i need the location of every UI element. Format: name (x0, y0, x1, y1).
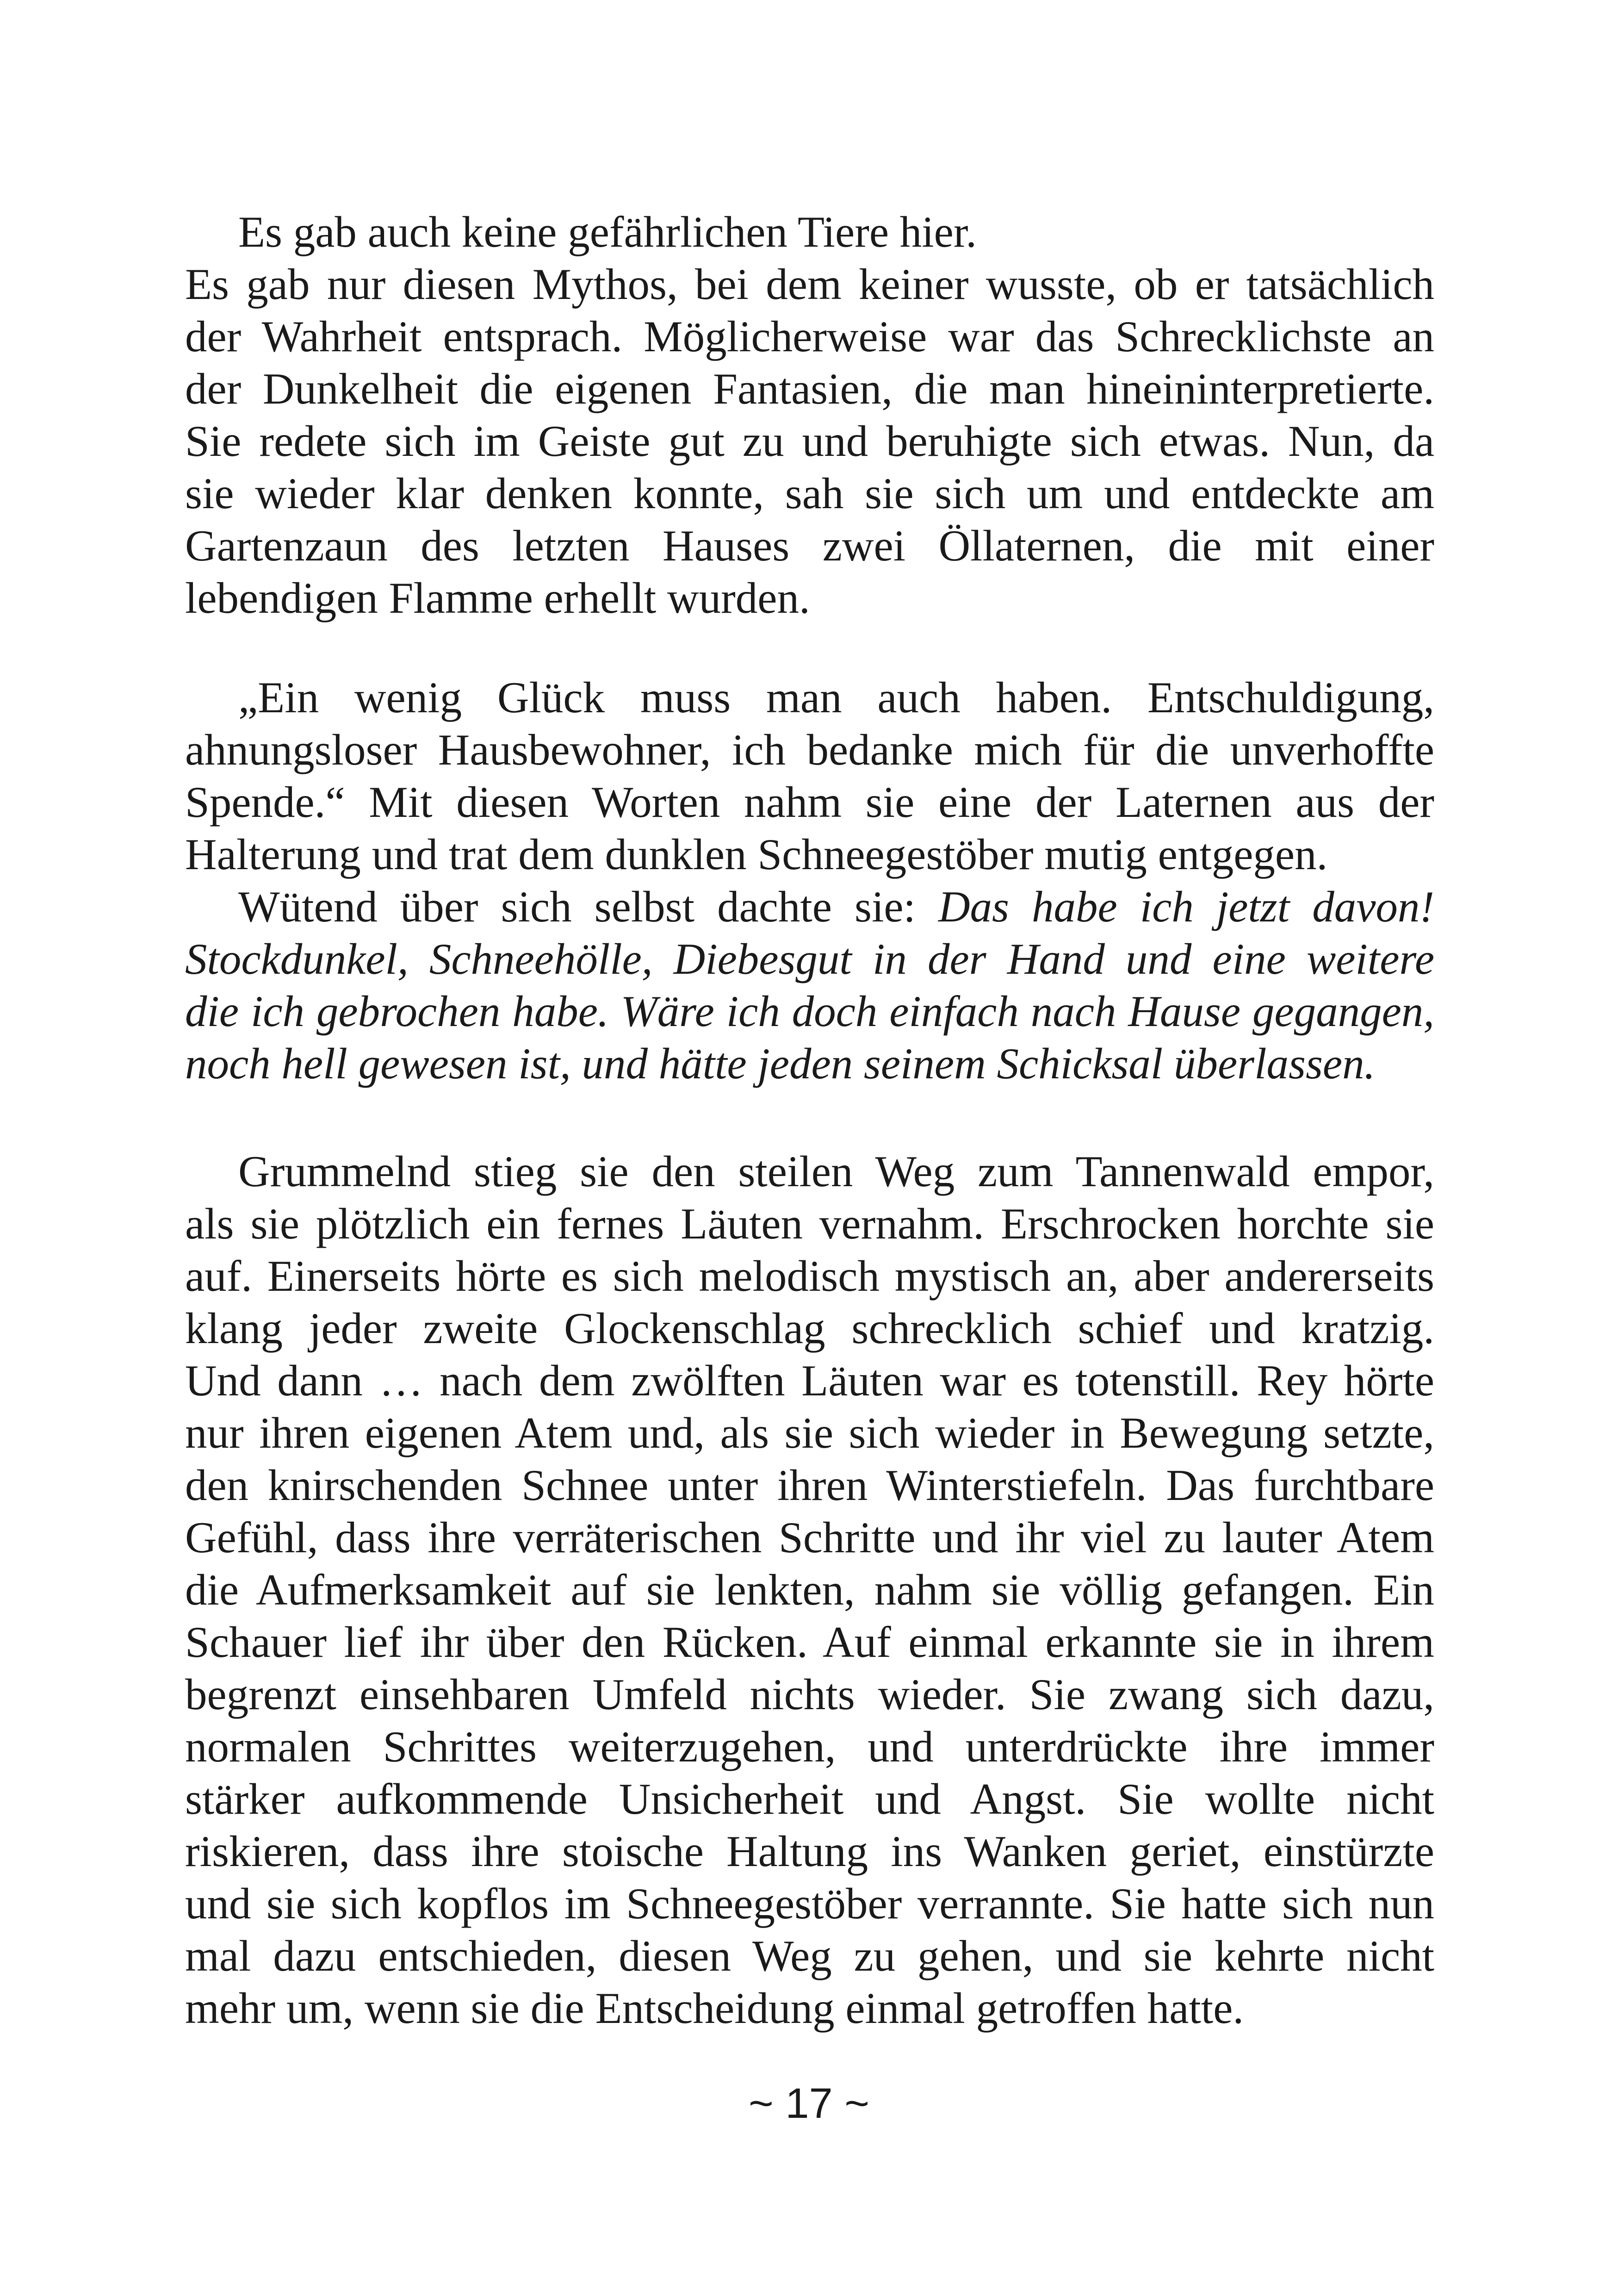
italic-thought-line: noch hell gewesen ist, und hätte jeden seinem Schicksal überlassen. (185, 1039, 1376, 1088)
text-line: lebendigen Flamme erhellt wurden. (185, 573, 810, 622)
text-line: mal dazu entschieden, diesen Weg zu gehen, und sie kehrte nicht (185, 1931, 1434, 1980)
text-line: Spende.“ Mit diesen Worten nahm sie eine der Laternen aus der (185, 778, 1434, 827)
text-line: den knirschenden Schnee unter ihren Winterstiefeln. Das furchtbare (185, 1461, 1434, 1510)
text-line: klang jeder zweite Glockenschlag schrecklich schief und kratzig. (185, 1304, 1434, 1353)
text-line: „Ein wenig Glück muss man auch haben. Entschuldigung, (238, 673, 1434, 722)
italic-thought-line: die ich gebrochen habe. Wäre ich doch einfach nach Hause gegangen, (185, 987, 1434, 1036)
text-line: riskieren, dass ihre stoische Haltung ins Wanken geriet, einstürzte (185, 1827, 1434, 1876)
page-number: ~ 17 ~ (749, 2080, 869, 2127)
text-line: begrenzt einsehbaren Umfeld nichts wieder. Sie zwang sich dazu, (185, 1670, 1434, 1719)
text-line: Gefühl, dass ihre verräterischen Schritte und ihr viel zu lauter Atem (185, 1513, 1434, 1562)
text-line: Grummelnd stieg sie den steilen Weg zum Tannenwald empor, (238, 1147, 1434, 1196)
text-line: als sie plötzlich ein fernes Läuten vernahm. Erschrocken horchte sie (185, 1199, 1434, 1248)
text-line (185, 881, 1434, 933)
text-line: sie wieder klar denken konnte, sah sie sich um und entdeckte am (185, 469, 1434, 518)
text-line: stärker aufkommende Unsicherheit und Angst. Sie wollte nicht (185, 1774, 1434, 1823)
text-line: auf. Einerseits hörte es sich melodisch mystisch an, aber andererseits (185, 1251, 1434, 1300)
text-line-prefix: Wütend über sich selbst dachte sie: (238, 882, 938, 931)
text-line: die Aufmerksamkeit auf sie lenkten, nahm sie völlig gefangen. Ein (185, 1565, 1434, 1614)
text-line: normalen Schrittes weiterzugehen, und unterdrückte ihre immer (185, 1722, 1434, 1771)
paragraph-3 (185, 881, 1434, 1090)
text-line: ahnungsloser Hausbewohner, ich bedanke mich für die unverhoffte (185, 725, 1434, 774)
text-line: Es gab nur diesen Mythos, bei dem keiner wusste, ob er tatsächlich (185, 260, 1434, 309)
text-line: Und dann … nach dem zwölften Läuten war es totenstill. Rey hörte (185, 1356, 1434, 1405)
text-line: Halterung und trat dem dunklen Schneegestöber mutig entgegen. (185, 830, 1328, 879)
text-line: Sie redete sich im Geiste gut zu und beruhigte sich etwas. Nun, da (185, 417, 1434, 466)
text-line: der Wahrheit entsprach. Möglicherweise war das Schrecklichste an (185, 312, 1434, 361)
paragraph-4 (185, 1145, 1434, 2035)
paragraph-1 (185, 206, 1434, 624)
text-line: Gartenzaun des letzten Hauses zwei Öllaternen, die mit einer (185, 521, 1434, 570)
text-line: Es gab auch keine gefährlichen Tiere hier. (238, 207, 977, 256)
paragraph-2 (185, 672, 1434, 881)
text-line: der Dunkelheit die eigenen Fantasien, die man hineininterpretierte. (185, 364, 1434, 413)
text-line: mehr um, wenn sie die Entscheidung einmal getroffen hatte. (185, 1984, 1244, 2033)
italic-thought: Das habe ich jetzt davon! (938, 882, 1434, 931)
italic-thought-line: Stockdunkel, Schneehölle, Diebesgut in der Hand und eine weitere (185, 934, 1434, 983)
text-line: nur ihren eigenen Atem und, als sie sich wieder in Bewegung setzte, (185, 1408, 1434, 1457)
text-line: und sie sich kopflos im Schneegestöber verrannte. Sie hatte sich nun (185, 1879, 1434, 1928)
text-line: Schauer lief ihr über den Rücken. Auf einmal erkannte sie in ihrem (185, 1618, 1434, 1667)
